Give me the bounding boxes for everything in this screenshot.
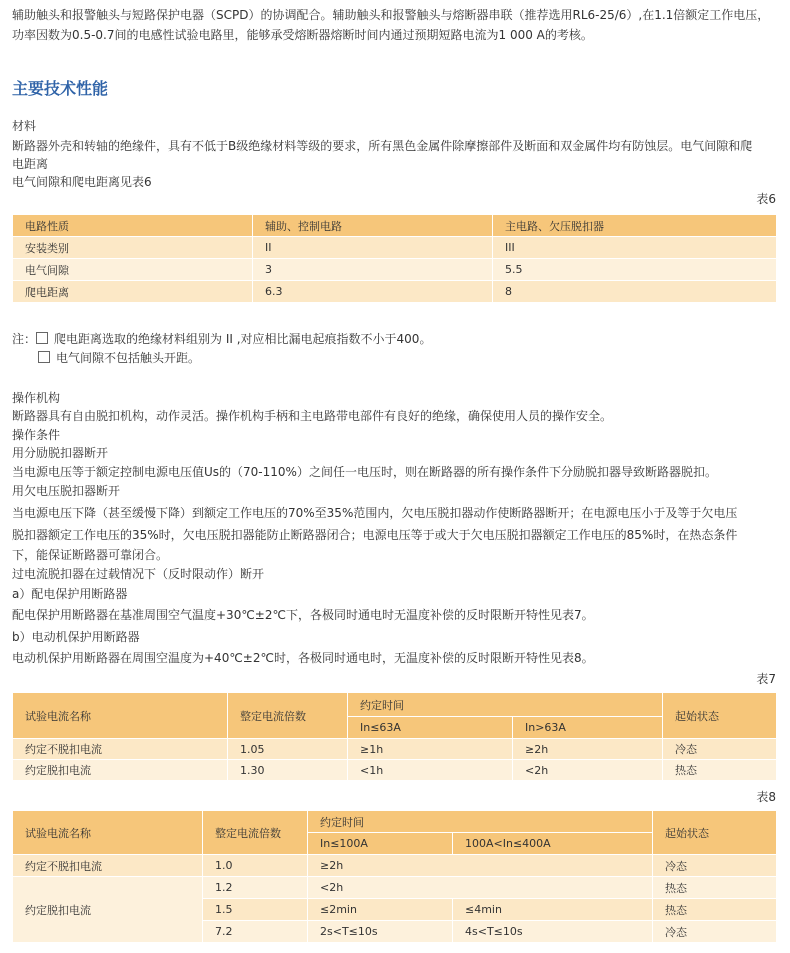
mechanism-line: 脱扣器额定工作电压的35%时，欠电压脱扣器能防止断路器闭合；电源电压等于或大于欠电压脱扣器额定工作电压的85%时，在热态条件 <box>12 528 738 542</box>
table-cell: ≥2h <box>513 739 663 760</box>
table-header-cell: 起始状态 <box>653 811 777 855</box>
table-cell: II <box>253 237 493 259</box>
table8 <box>12 810 777 943</box>
mechanism-line: 当电源电压下降（甚至缓慢下降）到额定工作电压的70%至35%范围内，欠电压脱扣器动作使断路器断开；在电源电压小于及等于欠电压 <box>12 506 738 520</box>
table-cell: 爬电距离 <box>13 281 253 303</box>
table-row <box>13 760 777 781</box>
table-cell: 3 <box>253 259 493 281</box>
table-header-cell: 主电路、欠压脱扣器 <box>493 215 777 237</box>
table-header-cell: 电路性质 <box>13 215 253 237</box>
intro-line-2: 功率因数为0.5-0.7间的电感性试验电路里，能够承受熔断器熔断时间内通过预期短路电流为1 000 A的考核。 <box>12 28 593 42</box>
table-cell: 约定脱扣电流 <box>13 760 228 781</box>
table6 <box>12 214 777 303</box>
table-cell: ≤2min <box>308 899 453 921</box>
table-row <box>13 281 777 303</box>
note-prefix: 注： <box>12 332 37 346</box>
mechanism-line: a）配电保护用断路器 <box>12 587 128 601</box>
table8-label: 表8 <box>756 790 776 804</box>
materials-line-1: 断路器外壳和转轴的绝缘件，具有不低于B级绝缘材料等级的要求，所有黑色金属件除摩擦部件及断面和双金属件均有防蚀层。电气间隙和爬 <box>12 139 753 153</box>
mechanism-line: 下，能保证断路器可靠闭合。 <box>12 548 169 562</box>
table-cell: 冷态 <box>653 921 777 943</box>
table-cell: 冷态 <box>663 739 777 760</box>
table-cell: ≥2h <box>308 855 653 877</box>
table7-label: 表7 <box>756 672 776 686</box>
mechanism-line: 用分励脱扣器断开 <box>12 446 109 460</box>
table-cell: III <box>493 237 777 259</box>
table-cell: <1h <box>348 760 513 781</box>
mechanism-line: 电动机保护用断路器在周围空温度为+40℃±2℃时，各极同时通电时，无温度补偿的反时限断开特性见表8。 <box>12 651 594 665</box>
mechanism-line: 操作条件 <box>12 428 61 442</box>
section-title: 主要技术性能 <box>12 79 109 98</box>
table-cell: 安装类别 <box>13 237 253 259</box>
table-cell: 2s<T≤10s <box>308 921 453 943</box>
checkbox-icon <box>36 332 48 344</box>
table-row <box>13 237 777 259</box>
materials-line-2: 电距离 <box>12 157 49 171</box>
table-header-cell: 整定电流倍数 <box>228 693 348 739</box>
table-header-cell: 试验电流名称 <box>13 693 228 739</box>
note-2-text: 电气间隙不包括触头开距。 <box>56 351 201 365</box>
mechanism-line: 过电流脱扣器在过载情况下（反时限动作）断开 <box>12 567 265 581</box>
table-header-cell: 整定电流倍数 <box>203 811 308 855</box>
table-cell: 约定不脱扣电流 <box>13 855 203 877</box>
table-header-cell: 辅助、控制电路 <box>253 215 493 237</box>
note-1-text: 爬电距离选取的绝缘材料组别为 II ,对应相比漏电起痕指数不小于400。 <box>54 332 432 346</box>
table-header-cell: In≤100A <box>308 833 453 855</box>
table-header-cell: 约定时间 <box>308 811 653 833</box>
table-cell: 约定脱扣电流 <box>13 877 203 943</box>
table-cell: 5.5 <box>493 259 777 281</box>
materials-line-3: 电气间隙和爬电距离见表6 <box>12 175 152 189</box>
mechanism-line: 断路器具有自由脱扣机构，动作灵活。操作机构手柄和主电路带电部件有良好的绝缘，确保使用人员的操作安全。 <box>12 409 613 423</box>
table-cell: <2h <box>308 877 653 899</box>
table-cell: 8 <box>493 281 777 303</box>
table-row <box>13 259 777 281</box>
table-header-cell: 起始状态 <box>663 693 777 739</box>
table-cell: 1.05 <box>228 739 348 760</box>
intro-line-1: 辅助触头和报警触头与短路保护电器（SCPD）的协调配合。辅助触头和报警触头与熔断器串联（推荐选用RL6-25/6）,在1.1倍额定工作电压， <box>12 8 770 22</box>
note-1 <box>12 330 776 348</box>
table-header-cell: 试验电流名称 <box>13 811 203 855</box>
table-cell: 6.3 <box>253 281 493 303</box>
table-cell: 热态 <box>653 899 777 921</box>
table-cell: 4s<T≤10s <box>453 921 653 943</box>
materials-title: 材料 <box>12 119 37 133</box>
table-row <box>13 855 777 877</box>
checkbox-icon <box>38 351 50 363</box>
mechanism-line: 当电源电压等于额定控制电源电压值Us的（70-110%）之间任一电压时，则在断路器的所有操作条件下分励脱扣器导致断路器脱扣。 <box>12 465 717 479</box>
table-cell: 热态 <box>663 760 777 781</box>
table-row <box>13 877 777 899</box>
table-cell: 1.0 <box>203 855 308 877</box>
note-2 <box>38 349 776 367</box>
table-row <box>13 739 777 760</box>
table-cell: 冷态 <box>653 855 777 877</box>
table-cell: 1.30 <box>228 760 348 781</box>
table-cell: 电气间隙 <box>13 259 253 281</box>
table-header-cell: In≤63A <box>348 717 513 739</box>
table-header-cell: 约定时间 <box>348 693 663 717</box>
table-header-cell: In>63A <box>513 717 663 739</box>
mechanism-line: b）电动机保护用断路器 <box>12 630 140 644</box>
mechanism-line: 用欠电压脱扣器断开 <box>12 484 121 498</box>
table-header-cell: 100A<In≤400A <box>453 833 653 855</box>
table-header-row <box>13 215 777 237</box>
table-cell: 7.2 <box>203 921 308 943</box>
table-cell: ≤4min <box>453 899 653 921</box>
table7 <box>12 692 777 781</box>
table-cell: 1.2 <box>203 877 308 899</box>
table-cell: 热态 <box>653 877 777 899</box>
mechanism-line: 操作机构 <box>12 391 61 405</box>
table-cell: 约定不脱扣电流 <box>13 739 228 760</box>
table-header-row <box>13 811 777 833</box>
table-cell: ≥1h <box>348 739 513 760</box>
table-cell: <2h <box>513 760 663 781</box>
table6-label: 表6 <box>756 192 776 206</box>
table-header-row <box>13 693 777 717</box>
mechanism-line: 配电保护用断路器在基准周围空气温度+30℃±2℃下，各极同时通电时无温度补偿的反时限断开特性见表7。 <box>12 608 594 622</box>
table-cell: 1.5 <box>203 899 308 921</box>
